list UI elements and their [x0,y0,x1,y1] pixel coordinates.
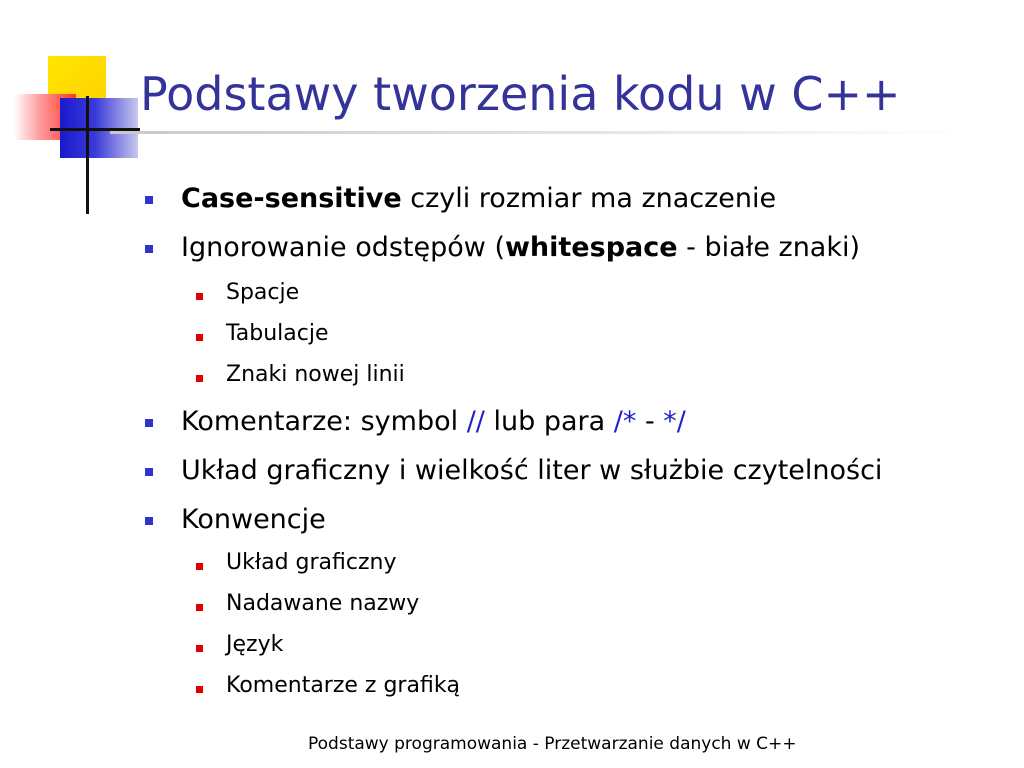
bullet-marker [145,468,153,476]
sub-bullet-marker [196,375,203,382]
bullet-marker [145,419,153,427]
sub-bullet-marker [196,563,203,570]
sub-bullet-marker [196,334,203,341]
bullet-text: - białe znaki) [677,232,861,263]
bullet-text: Komentarze: symbol [181,406,467,437]
bullet-marker [145,196,153,204]
bullet-text: Ignorowanie odstępów ( [181,232,505,263]
sub-bullet-spacje: Spacje [226,280,300,305]
code-symbol: // [466,406,485,437]
bullet-bold-text: whitespace [504,232,678,263]
bullet-case-sensitive [181,182,776,216]
bullet-uklad-graficzny: Układ graficzny i wielkość liter w służbie czytelności [181,455,883,486]
code-symbol: */ [663,406,686,437]
bullet-komentarze [181,405,686,439]
sub-bullet-znaki-nowej-linii: Znaki nowej linii [226,362,405,387]
bullet-konwencje: Konwencje [181,504,326,535]
sub-bullet-marker [196,604,203,611]
bullet-text: czyli rozmiar ma znaczenie [401,183,777,214]
bullet-marker [145,245,153,253]
code-symbol: /* [613,406,637,437]
bullet-bold-text: Case-sensitive [181,183,402,214]
sub-bullet-marker [196,686,203,693]
slide-footer: Podstawy programowania - Przetwarzanie danych w C++ [308,734,797,754]
sub-bullet-uklad-graficzny: Układ graficzny [226,550,397,575]
sub-bullet-tabulacje: Tabulacje [226,321,329,346]
sub-bullet-komentarze-z-grafika: Komentarze z grafiką [226,673,461,698]
sub-bullet-jezyk: Język [226,632,284,657]
slide-title: Podstawy tworzenia kodu w C++ [140,67,901,121]
bullet-whitespace [181,231,860,265]
sub-bullet-marker [196,645,203,652]
sub-bullet-marker [196,293,203,300]
bullet-marker [145,517,153,525]
bullet-text: - [636,406,664,437]
bullet-text: lub para [484,406,614,437]
sub-bullet-nadawane-nazwy: Nadawane nazwy [226,591,420,616]
